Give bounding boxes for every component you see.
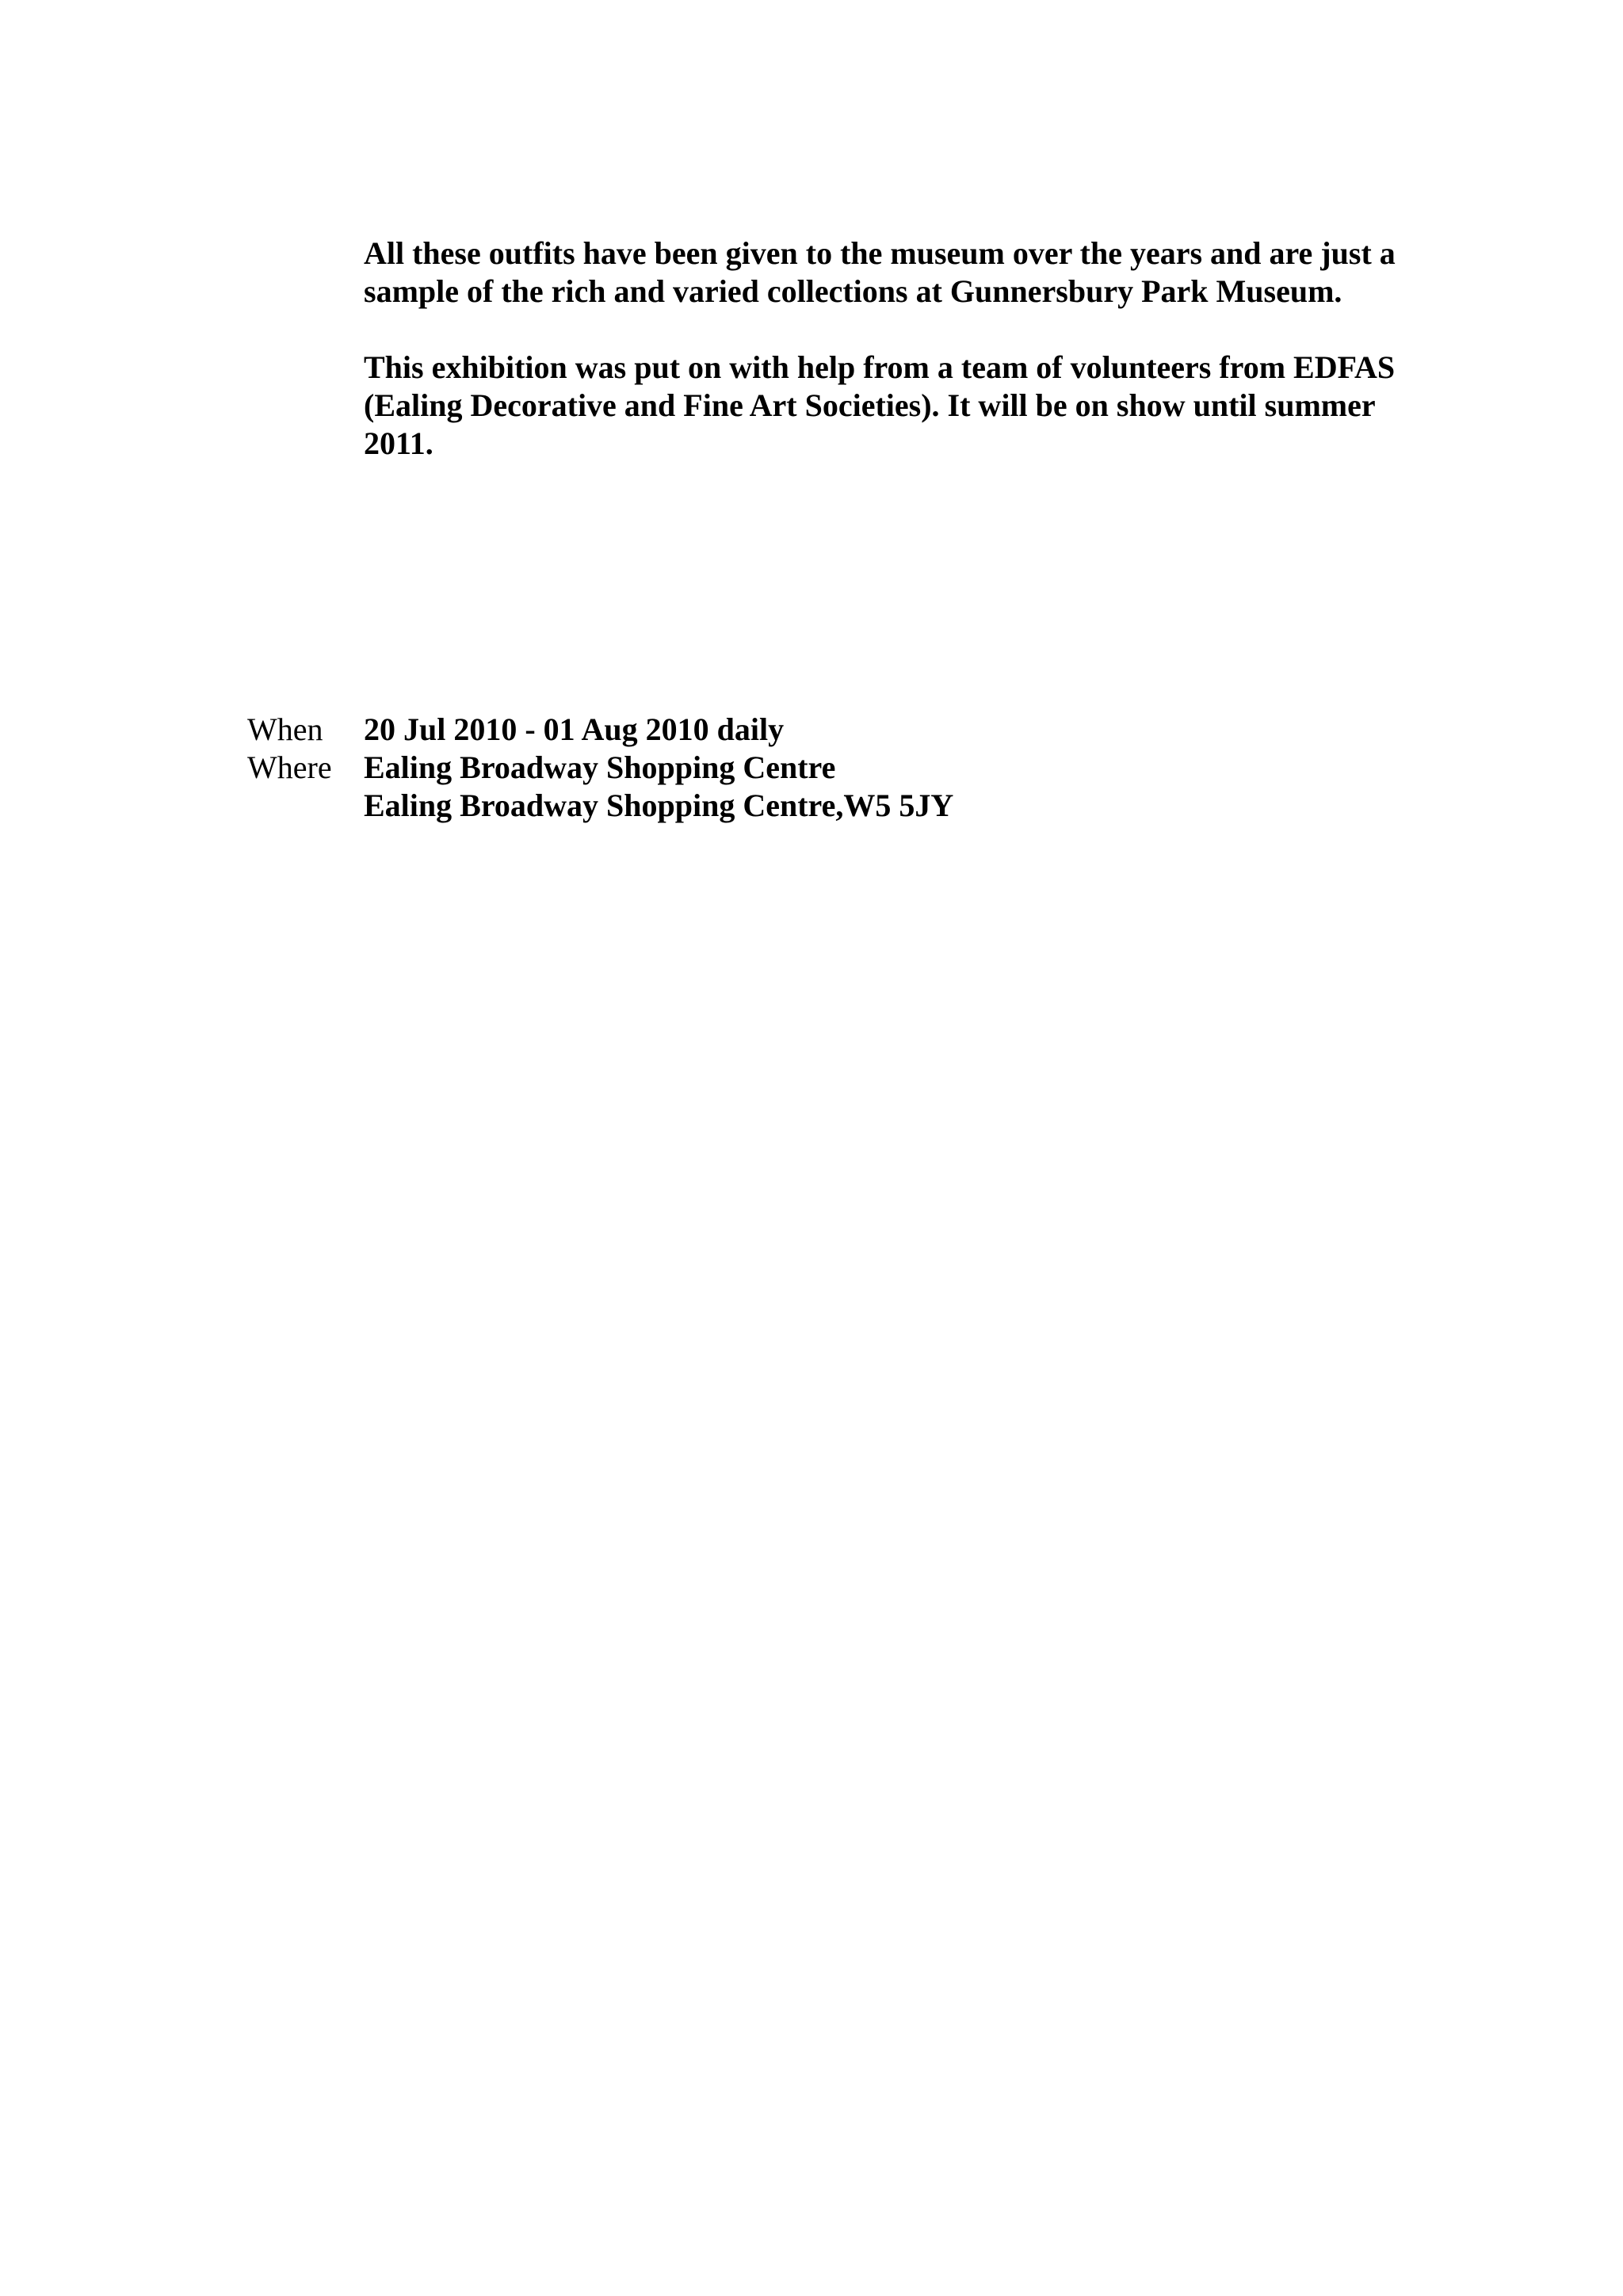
where-row (247, 749, 953, 825)
exhibition-description (364, 235, 1505, 501)
when-value: 20 Jul 2010 - 01 Aug 2010 daily (364, 711, 785, 747)
paragraph-collections: All these outfits have been given to the museum over the years and are just a sample of the rich and varied collections at Gunnersbury Park Museum. (364, 235, 1396, 309)
event-details (247, 711, 953, 825)
paragraph-exhibition: This exhibition was put on with help from a team of volunteers from EDFAS (Ealing Decorative and Fine Art Societies). It will be on show until summer 2011. (364, 349, 1396, 461)
when-row (247, 711, 953, 749)
where-label: Where (247, 749, 332, 785)
where-value: Ealing Broadway Shopping Centre Ealing Broadway Shopping Centre,W5 5JY (364, 749, 954, 823)
when-label: When (247, 711, 323, 747)
